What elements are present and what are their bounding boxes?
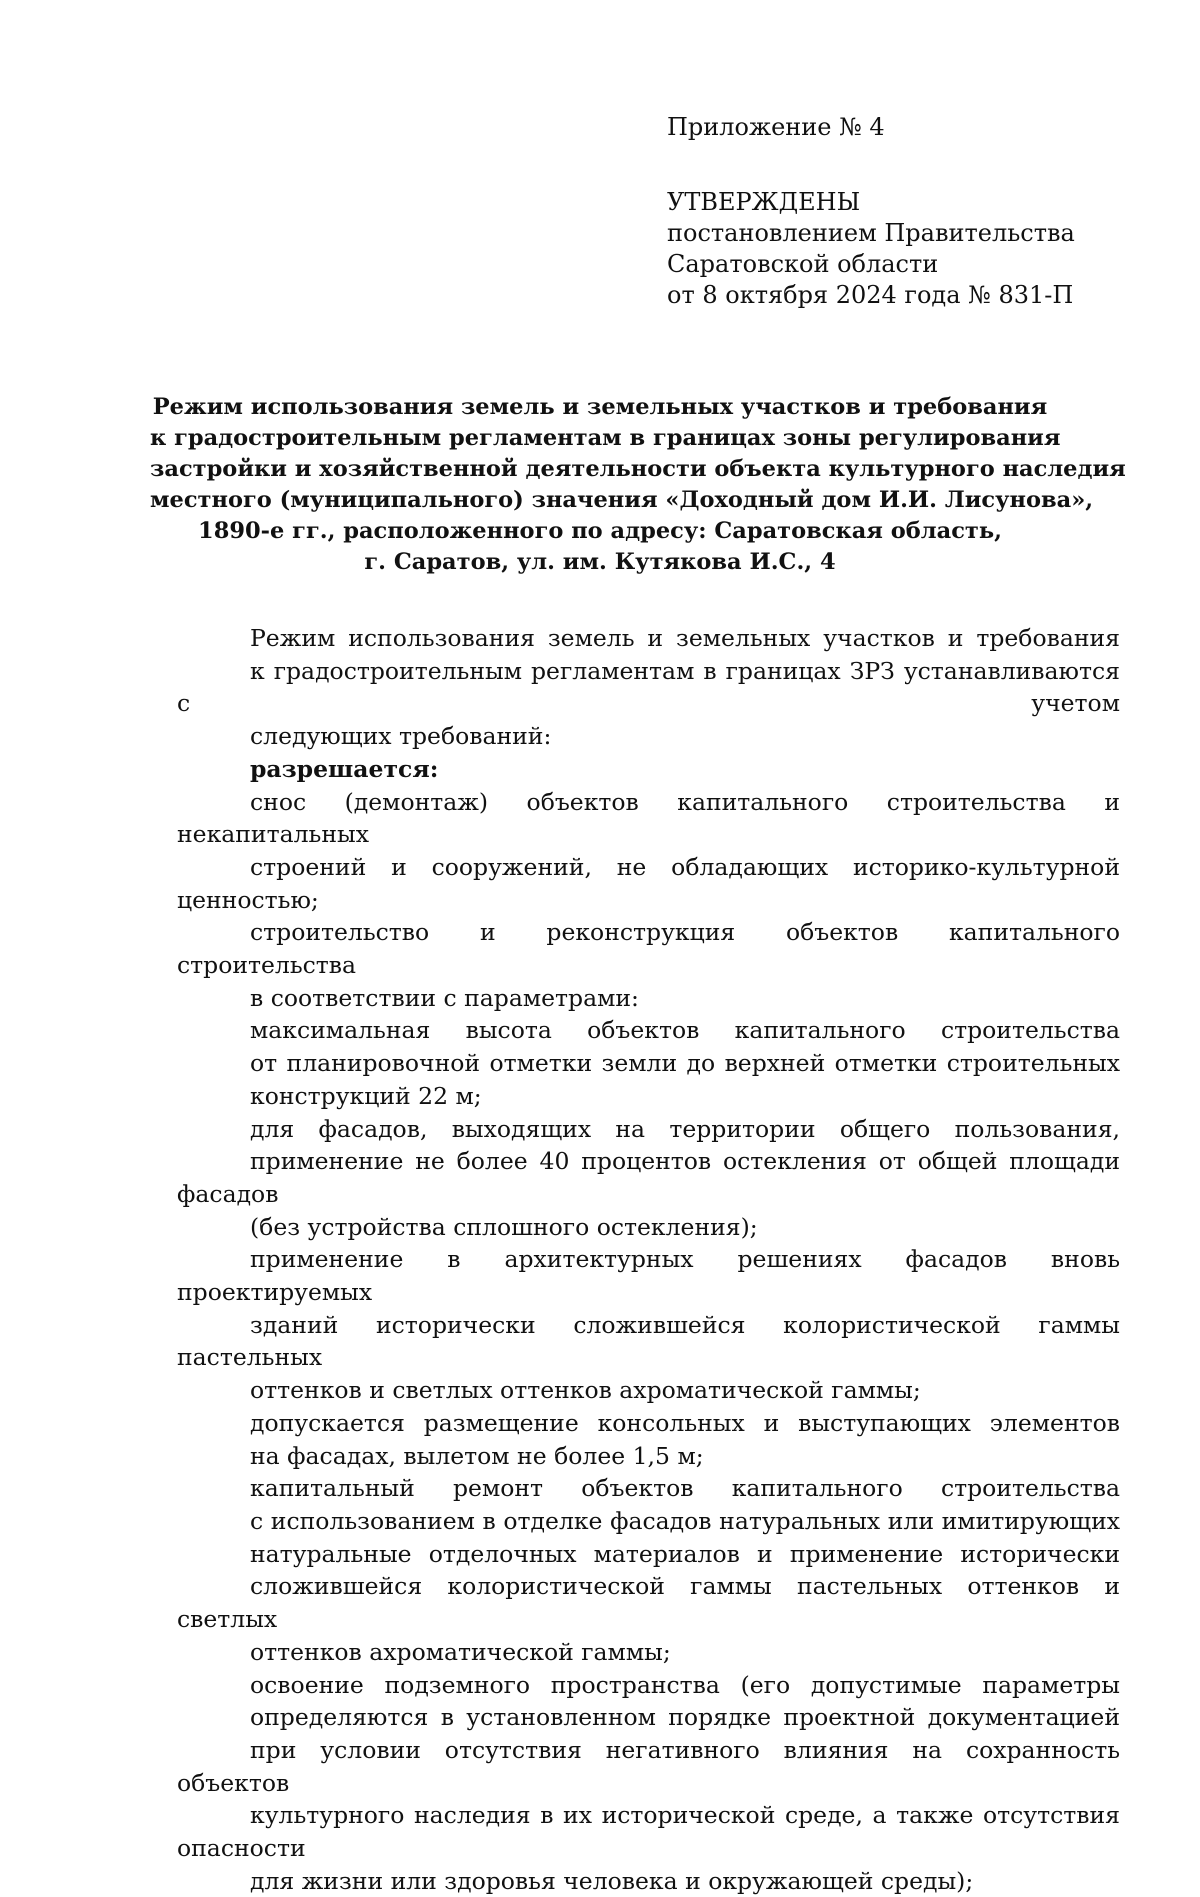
approved-heading: УТВЕРЖДЕНЫ	[667, 187, 1075, 218]
paragraph-line: строений и сооружений, не обладающих историко-культурной ценностью;	[177, 851, 1120, 916]
body-paragraph	[177, 786, 1120, 917]
paragraph-line: снос (демонтаж) объектов капитального строительства и некапитальных	[177, 786, 1120, 851]
body-paragraph	[177, 1472, 1120, 1668]
body-paragraph	[177, 622, 1120, 753]
approval-line: от 8 октября 2024 года № 831-П	[667, 280, 1075, 311]
title-line: г. Саратов, ул. им. Кутякова И.С., 4	[150, 547, 1050, 578]
section-heading	[177, 753, 1120, 786]
paragraph-line: капитальный ремонт объектов капитального строительства	[177, 1472, 1120, 1505]
paragraph-line: при условии отсутствия негативного влияния на сохранность объектов	[177, 1734, 1120, 1799]
body-paragraph	[177, 916, 1120, 1014]
paragraph-line: конструкций 22 м;	[177, 1080, 1120, 1113]
paragraph-line: от планировочной отметки земли до верхней отметки строительных	[177, 1047, 1120, 1080]
paragraph-line: Режим использования земель и земельных участков и требования	[177, 622, 1120, 655]
paragraph-line: зданий исторически сложившейся колористической гаммы пастельных	[177, 1309, 1120, 1374]
paragraph-line: для фасадов, выходящих на территории общего пользования,	[177, 1113, 1120, 1146]
paragraph-line: сложившейся колористической гаммы пастельных оттенков и светлых	[177, 1570, 1120, 1635]
paragraph-line: освоение подземного пространства (его допустимые параметры	[177, 1669, 1120, 1702]
paragraph-line: допускается размещение консольных и выступающих элементов	[177, 1407, 1120, 1440]
paragraph-line: (без устройства сплошного остекления);	[177, 1211, 1120, 1244]
title-line: к градостроительным регламентам в границах зоны регулирования	[150, 423, 1050, 454]
paragraph-line: оттенков и светлых оттенков ахроматической гаммы;	[177, 1374, 1120, 1407]
title-line: местного (муниципального) значения «Доходный дом И.И. Лисунова»,	[150, 485, 1050, 516]
paragraph-line: культурного наследия в их исторической среде, а также отсутствия опасности	[177, 1799, 1120, 1864]
title-line: Режим использования земель и земельных участков и требования	[150, 392, 1050, 423]
document-title	[150, 392, 1050, 578]
paragraph-line: максимальная высота объектов капитального строительства	[177, 1014, 1120, 1047]
approval-line: постановлением Правительства	[667, 218, 1075, 249]
paragraph-line: натуральные отделочных материалов и применение исторически	[177, 1538, 1120, 1571]
document-body	[177, 622, 1120, 1897]
approval-line: Саратовской области	[667, 249, 1075, 280]
body-paragraph	[177, 1113, 1120, 1244]
approval-block	[667, 112, 1075, 311]
paragraph-line: с использованием в отделке фасадов натуральных или имитирующих	[177, 1505, 1120, 1538]
title-line: 1890-е гг., расположенного по адресу: Саратовская область,	[150, 516, 1050, 547]
body-paragraph	[177, 1407, 1120, 1472]
paragraph-line: оттенков ахроматической гаммы;	[177, 1636, 1120, 1669]
paragraph-line: следующих требований:	[177, 720, 1120, 753]
paragraph-line: к градостроительным регламентам в границах ЗРЗ устанавливаются с учетом	[177, 655, 1120, 720]
paragraph-line: определяются в установленном порядке проектной документацией	[177, 1701, 1120, 1734]
paragraph-line: разрешается:	[177, 753, 1120, 786]
appendix-number: Приложение № 4	[667, 112, 1075, 143]
paragraph-line: в соответствии с параметрами:	[177, 982, 1120, 1015]
paragraph-line: для жизни или здоровья человека и окружающей среды);	[177, 1865, 1120, 1897]
paragraph-line: на фасадах, вылетом не более 1,5 м;	[177, 1440, 1120, 1473]
paragraph-line: применение в архитектурных решениях фасадов вновь проектируемых	[177, 1243, 1120, 1308]
title-line: застройки и хозяйственной деятельности объекта культурного наследия	[150, 454, 1050, 485]
body-paragraph	[177, 1243, 1120, 1407]
paragraph-line: применение не более 40 процентов остекления от общей площади фасадов	[177, 1145, 1120, 1210]
paragraph-line: строительство и реконструкция объектов капитального строительства	[177, 916, 1120, 981]
body-paragraph	[177, 1014, 1120, 1112]
body-paragraph	[177, 1669, 1120, 1897]
